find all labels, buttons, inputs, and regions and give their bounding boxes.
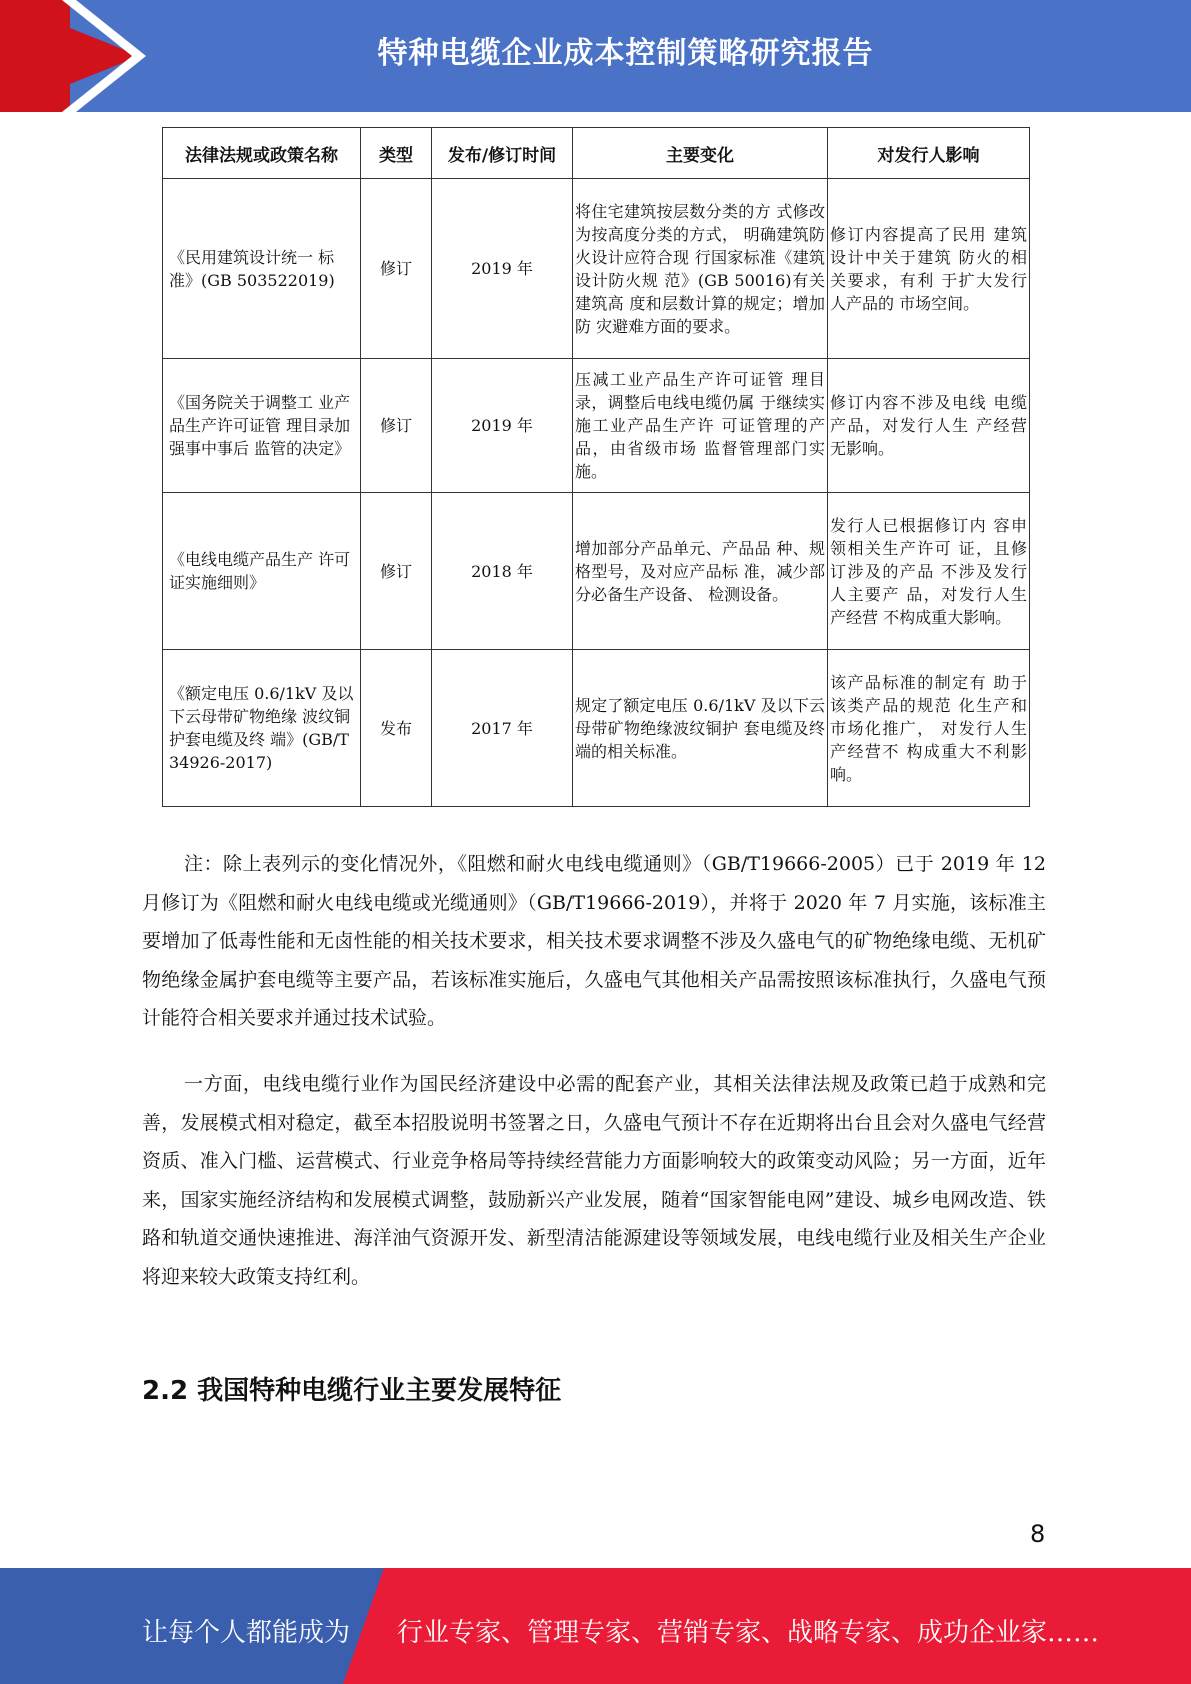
section-heading: 2.2 我国特种电缆行业主要发展特征 bbox=[142, 1376, 562, 1406]
cell-type: 修订 bbox=[361, 359, 432, 493]
cell-impact: 发行人已根据修订内 容申领相关生产许可 证，且修订涉及的产品 不涉及发行人主要产 品，对发行人生产经营 不构成重大影响。 bbox=[828, 493, 1030, 650]
page-footer bbox=[0, 1568, 1191, 1684]
column-header-change: 主要变化 bbox=[573, 128, 828, 179]
cell-date: 2018 年 bbox=[432, 493, 573, 650]
cell-date: 2017 年 bbox=[432, 650, 573, 807]
cell-change: 压减工业产品生产许可证管 理目录，调整后电线电缆仍属 于继续实施工业产品生产许 可证管理的产品，由省级市场 监督管理部门实施。 bbox=[573, 359, 828, 493]
footer-slogan-right: 行业专家、管理专家、营销专家、战略专家、成功企业家…… bbox=[397, 1618, 1100, 1648]
note-paragraph: 注：除上表列示的变化情况外，《阻燃和耐火电线电缆通则》（GB/T19666-2005）已于 2019 年 12 月修订为《阻燃和耐火电线电缆或光缆通则》（GB/T19666-2019），并将于 2020 年 7 月实施，该标准主要增加了低毒性能和无卤性能的相关技术要求，相关技术要求调整不涉及久盛电气的矿物绝缘电缆、无机矿物绝缘金属护套电缆等主要产品，若该标准实施后，久盛电气其他相关产品需按照该标准执行，久盛电气预计能符合相关要求并通过技术试验。 bbox=[142, 853, 1046, 1029]
footer-slogan-left: 让每个人都能成为 bbox=[142, 1618, 351, 1648]
cell-name: 《国务院关于调整工 业产品生产许可证管 理目录加强事中事后 监管的决定》 bbox=[163, 359, 361, 493]
cell-change: 规定了额定电压 0.6/1kV 及以下云母带矿物绝缘波纹铜护 套电缆及终端的相关标准。 bbox=[573, 650, 828, 807]
cell-type: 发布 bbox=[361, 650, 432, 807]
cell-type: 修订 bbox=[361, 493, 432, 650]
cell-name: 《民用建筑设计统一 标准》(GB 503522019) bbox=[163, 179, 361, 359]
column-header-date: 发布/修订时间 bbox=[432, 128, 573, 179]
column-header-type: 类型 bbox=[361, 128, 432, 179]
cell-impact: 修订内容不涉及电线 电缆产品，对发行人生 产经营无影响。 bbox=[828, 359, 1030, 493]
column-header-name: 法律法规或政策名称 bbox=[163, 128, 361, 179]
table-row bbox=[163, 493, 1030, 650]
table-row bbox=[163, 650, 1030, 807]
page-header bbox=[0, 0, 1191, 112]
cell-date: 2019 年 bbox=[432, 359, 573, 493]
cell-change: 增加部分产品单元、产品品 种、规格型号，及对应产品标 准，减少部分必备生产设备、 检测设备。 bbox=[573, 493, 828, 650]
table-row bbox=[163, 359, 1030, 493]
header-title: 特种电缆企业成本控制策略研究报告 bbox=[377, 36, 874, 71]
column-header-impact: 对发行人影响 bbox=[828, 128, 1030, 179]
cell-impact: 修订内容提高了民用 建筑设计中关于建筑 防火的相关要求，有利 于扩大发行人产品的 市场空间。 bbox=[828, 179, 1030, 359]
table-header-row bbox=[163, 128, 1030, 179]
policy-table bbox=[162, 127, 1030, 807]
page-number: 8 bbox=[1030, 1520, 1046, 1548]
table-row bbox=[163, 179, 1030, 359]
cell-name: 《电线电缆产品生产 许可证实施细则》 bbox=[163, 493, 361, 650]
cell-name: 《额定电压 0.6/1kV 及以下云母带矿物绝缘 波纹铜护套电缆及终 端》(GB/T 34926-2017) bbox=[163, 650, 361, 807]
policy-paragraph: 一方面，电线电缆行业作为国民经济建设中必需的配套产业，其相关法律法规及政策已趋于成熟和完善，发展模式相对稳定，截至本招股说明书签署之日，久盛电气预计不存在近期将出台且会对久盛电气经营资质、准入门槛、运营模式、行业竞争格局等持续经营能力方面影响较大的政策变动风险；另一方面，近年来，国家实施经济结构和发展模式调整，鼓励新兴产业发展，随着“国家智能电网”建设、城乡电网改造、铁路和轨道交通快速推进、海洋油气资源开发、新型清洁能源建设等领域发展，电线电缆行业及相关生产企业将迎来较大政策支持红利。 bbox=[142, 1073, 1046, 1288]
cell-impact: 该产品标准的制定有 助于该类产品的规范 化生产和市场化推广， 对发行人生产经营不 构成重大不利影响。 bbox=[828, 650, 1030, 807]
cell-type: 修订 bbox=[361, 179, 432, 359]
cell-date: 2019 年 bbox=[432, 179, 573, 359]
cell-change: 将住宅建筑按层数分类的方 式修改为按高度分类的方式， 明确建筑防火设计应符合现 行国家标准《建筑设计防火规 范》(GB 50016)有关建筑高 度和层数计算的规定；增加防 灾避难方面的要求。 bbox=[573, 179, 828, 359]
